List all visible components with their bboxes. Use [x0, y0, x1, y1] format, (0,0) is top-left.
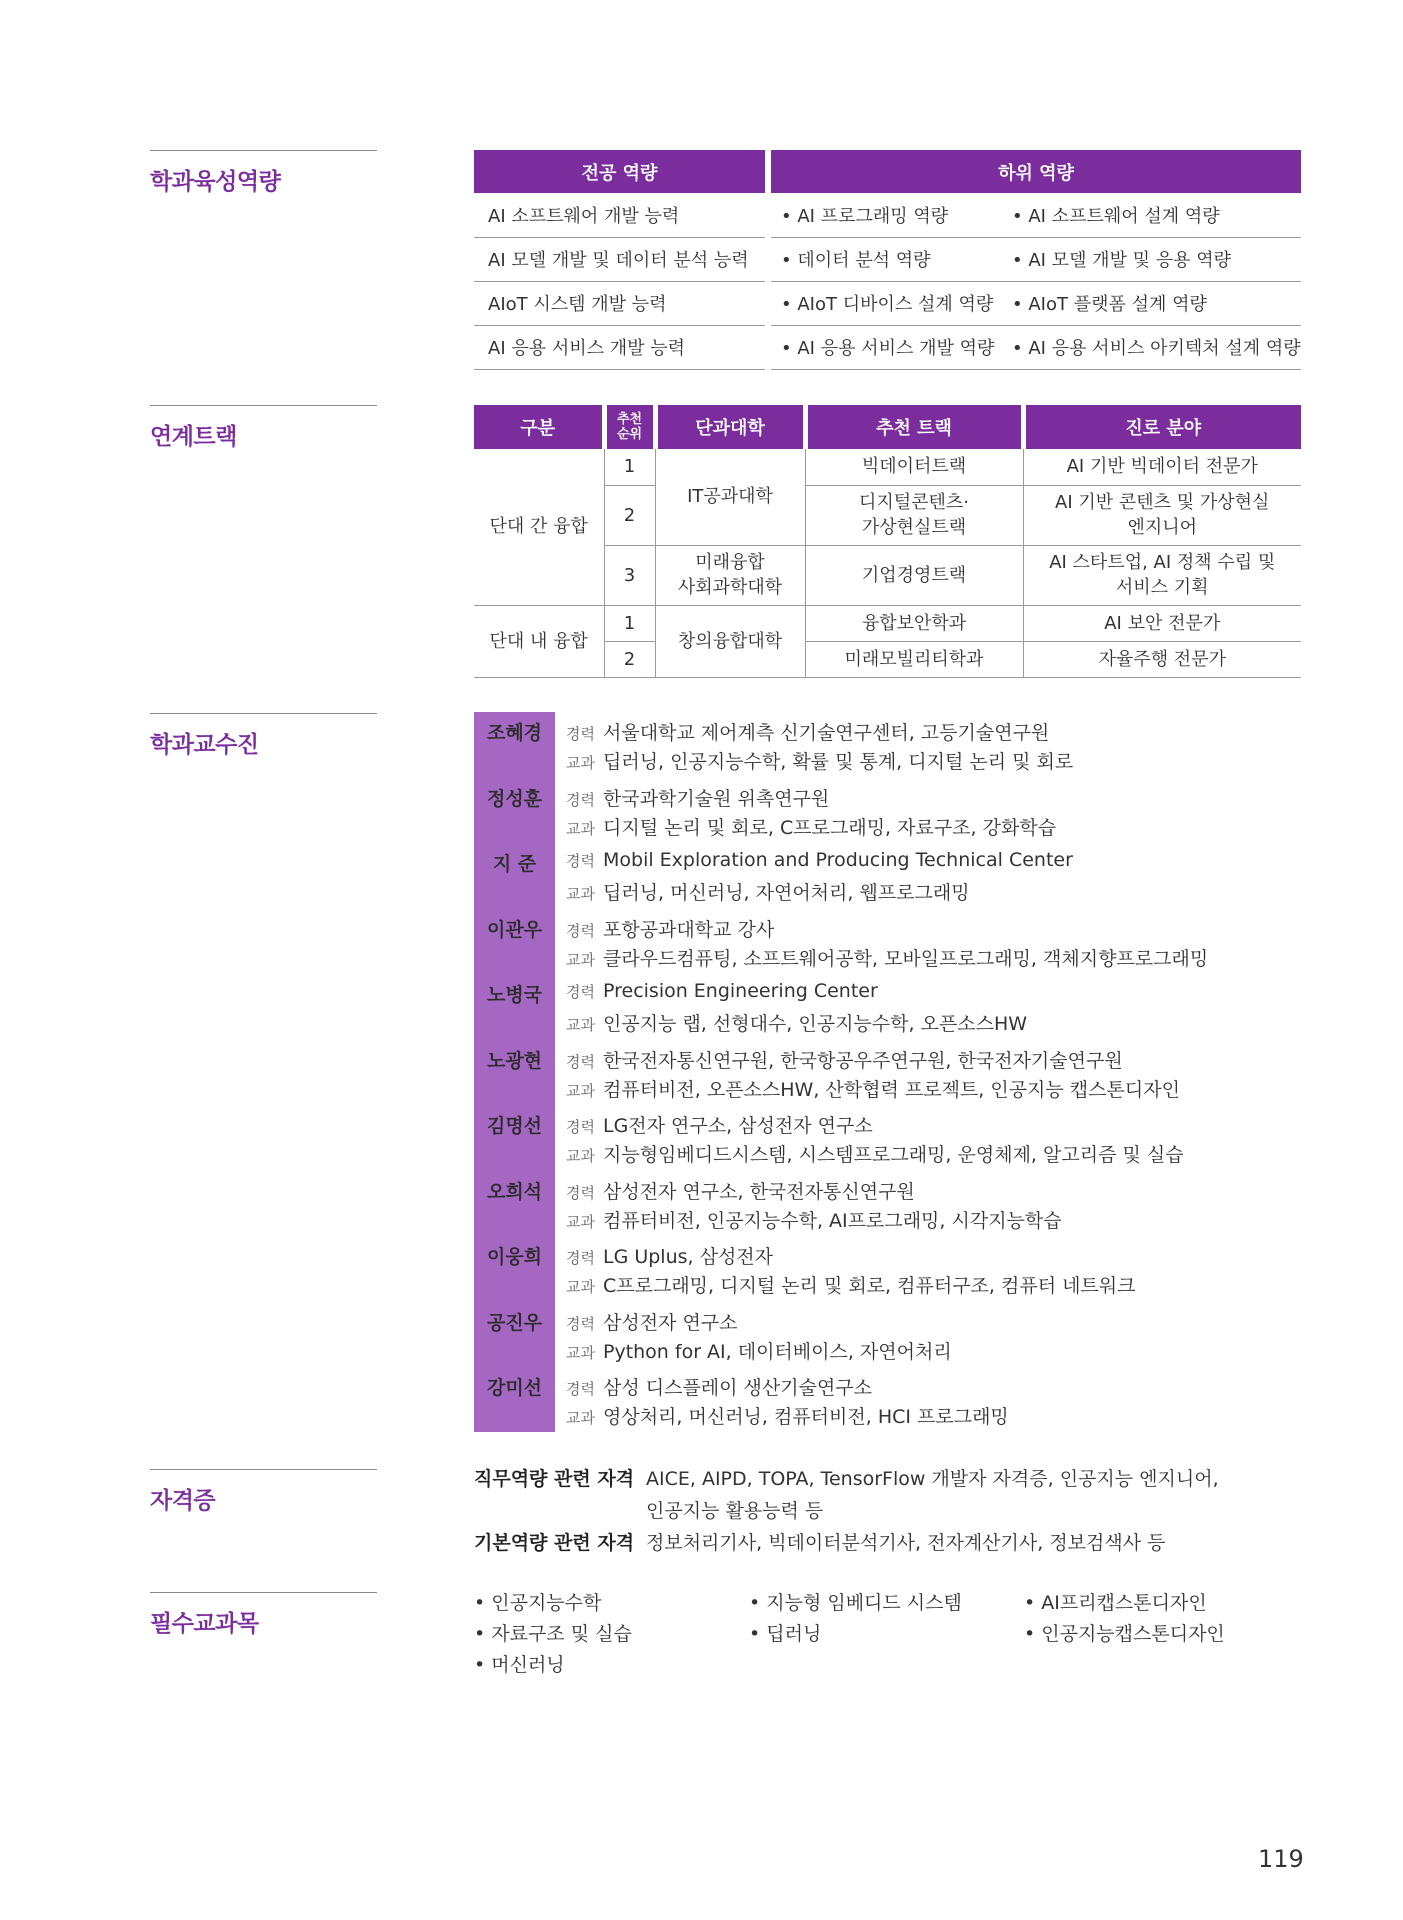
header-career: 진로 분야 [1023, 405, 1301, 449]
faculty-courses-tag: 교과 [566, 1147, 595, 1165]
faculty-career-line [566, 1373, 872, 1400]
faculty-career-tag: 경력 [566, 921, 595, 940]
faculty-name: 이관우 [486, 918, 543, 941]
faculty-career-text: 한국전자통신연구원, 한국항공우주연구원, 한국전자기술연구원 [602, 1049, 1123, 1072]
faculty-courses-line [566, 813, 1056, 840]
rank-cell: 2 [604, 485, 655, 545]
faculty-career-line [566, 1242, 773, 1269]
rank-cell: 3 [604, 545, 655, 605]
faculty-row [474, 714, 1301, 774]
faculty-courses-text: 영상처리, 머신러닝, 컴퓨터비전, HCI 프로그래밍 [602, 1406, 1009, 1428]
table-row [474, 237, 1301, 281]
faculty-courses-line [566, 1402, 1009, 1429]
faculty-name: 정성훈 [486, 787, 543, 810]
table-row [474, 605, 1301, 641]
college-line1: 미래융합 [695, 552, 765, 573]
career-cell [1023, 545, 1301, 605]
faculty-courses-text: 딥러닝, 인공지능수학, 확률 및 통계, 디지털 논리 및 회로 [602, 751, 1074, 773]
faculty-career-text: LG Uplus, 삼성전자 [602, 1246, 774, 1268]
faculty-courses-line [566, 1206, 1062, 1233]
rank-cell: 1 [604, 605, 655, 641]
career-cell [1023, 485, 1301, 545]
sub-competency: • 데이터 분석 역량 [768, 237, 1008, 281]
section-label-faculty: 학과교수진 [150, 713, 377, 759]
faculty-career-line [566, 718, 1049, 745]
faculty-career-line [566, 849, 1073, 871]
faculty-courses-tag: 교과 [566, 1016, 595, 1034]
college-cell: IT공과대학 [655, 449, 805, 545]
faculty-name: 강미선 [486, 1377, 543, 1399]
faculty-career-text: 삼성전자 연구소, 한국전자통신연구원 [602, 1180, 915, 1203]
faculty-row [474, 1369, 1301, 1429]
faculty-name: 지 준 [492, 853, 537, 875]
category-cell: 단대 내 융합 [474, 605, 604, 677]
faculty-career-text: 삼성 디스플레이 생산기술연구소 [602, 1377, 873, 1399]
faculty-courses-line [566, 1271, 1136, 1298]
faculty-courses-line [566, 878, 970, 905]
faculty-career-tag: 경력 [566, 852, 595, 870]
faculty-courses-tag: 교과 [566, 1409, 595, 1427]
track-line2: 가상현실트랙 [861, 517, 967, 538]
faculty-career-line [566, 1111, 873, 1138]
job-cert-label: 직무역량 관련 자격 [474, 1468, 635, 1490]
faculty-courses-tag: 교과 [566, 1212, 595, 1231]
header-major-competency: 전공 역량 [474, 150, 768, 193]
faculty-row [474, 976, 1301, 1036]
course-item: • 머신러닝 [474, 1654, 565, 1676]
header-category: 구분 [474, 405, 604, 449]
certificate-row [474, 1464, 1334, 1496]
faculty-career-text: 포항공과대학교 강사 [602, 918, 775, 941]
job-cert-value: AICE, AIPD, TOPA, TensorFlow 개발자 자격증, 인공지능 엔지니어, [646, 1468, 1219, 1490]
career-cell: AI 기반 빅데이터 전문가 [1023, 449, 1301, 485]
faculty-courses-line [566, 1075, 1180, 1102]
faculty-courses-text: C프로그래밍, 디지털 논리 및 회로, 컴퓨터구조, 컴퓨터 네트워크 [602, 1275, 1136, 1297]
faculty-row [474, 1042, 1301, 1102]
faculty-courses-tag: 교과 [566, 754, 595, 772]
category-cell: 단대 간 융합 [474, 449, 604, 605]
faculty-row [474, 1304, 1301, 1364]
faculty-courses-text: 컴퓨터비전, 오픈소스HW, 산학협력 프로젝트, 인공지능 캡스톤디자인 [602, 1078, 1180, 1101]
sub-competency: • AI 소프트웨어 설계 역량 [1008, 193, 1301, 237]
faculty-career-text: LG전자 연구소, 삼성전자 연구소 [602, 1115, 873, 1137]
faculty-courses-text: 클라우드컴퓨팅, 소프트웨어공학, 모바일프로그래밍, 객체지향프로그래밍 [602, 947, 1209, 970]
table-row [474, 281, 1301, 325]
track-cell: 기업경영트랙 [805, 545, 1023, 605]
faculty-courses-line [566, 1337, 952, 1364]
course-item: • 인공지능캡스톤디자인 [1024, 1623, 1225, 1645]
faculty-row [474, 845, 1301, 905]
faculty-courses-text: 디지털 논리 및 회로, C프로그래밍, 자료구조, 강화학습 [602, 816, 1057, 839]
track-cell: 빅데이터트랙 [805, 449, 1023, 485]
faculty-row [474, 780, 1301, 840]
certificate-list [474, 1464, 1334, 1560]
faculty-career-text: 서울대학교 제어계측 신기술연구센터, 고등기술연구원 [602, 722, 1050, 744]
faculty-name: 오희석 [486, 1180, 543, 1203]
basic-cert-label: 기본역량 관련 자격 [474, 1532, 635, 1554]
faculty-courses-tag: 교과 [566, 1081, 595, 1100]
basic-cert-value: 정보처리기사, 빅데이터분석기사, 전자계산기사, 정보검색사 등 [646, 1532, 1166, 1554]
faculty-career-tag: 경력 [566, 1249, 595, 1267]
faculty-row [474, 1107, 1301, 1167]
certificate-row [474, 1528, 1334, 1560]
faculty-name: 공진우 [486, 1311, 543, 1334]
faculty-name: 이웅희 [486, 1246, 543, 1268]
course-item: • 자료구조 및 실습 [474, 1623, 632, 1645]
career-line2: 서비스 기획 [1115, 577, 1209, 598]
track-cell: 미래모빌리티학과 [805, 641, 1023, 677]
faculty-career-tag: 경력 [566, 1380, 595, 1398]
page-number: 119 [1258, 1845, 1304, 1873]
major-competency: AI 응용 서비스 개발 능력 [474, 325, 768, 369]
faculty-career-text: Mobil Exploration and Producing Technical Center [602, 849, 1073, 871]
job-cert-value-cont: 인공지능 활용능력 등 [646, 1500, 824, 1522]
faculty-career-tag: 경력 [566, 1314, 595, 1333]
faculty-courses-text: 인공지능 랩, 선형대수, 인공지능수학, 오픈소스HW [602, 1013, 1028, 1035]
competency-table-wrapper [474, 150, 1301, 370]
sub-competency: • AI 응용 서비스 아키텍처 설계 역량 [1008, 325, 1301, 369]
sub-competency: • AIoT 플랫폼 설계 역량 [1008, 281, 1301, 325]
faculty-career-text: 삼성전자 연구소 [602, 1311, 738, 1334]
track-line1: 디지털콘텐츠· [858, 492, 970, 513]
sub-competency: • AI 응용 서비스 개발 역량 [768, 325, 1008, 369]
table-row [474, 449, 1301, 485]
faculty-name: 김명선 [486, 1115, 543, 1137]
faculty-name: 노병국 [486, 984, 543, 1006]
faculty-career-text: Precision Engineering Center [602, 980, 878, 1002]
faculty-row [474, 911, 1301, 971]
section-label-certificate: 자격증 [150, 1469, 377, 1515]
section-label-competency: 학과육성역량 [150, 150, 377, 196]
certificate-row [474, 1496, 1334, 1528]
faculty-career-tag: 경력 [566, 790, 595, 809]
faculty-courses-line [566, 944, 1208, 971]
competency-table [474, 150, 1301, 370]
faculty-career-line [566, 1046, 1123, 1073]
faculty-career-tag: 경력 [566, 1118, 595, 1136]
header-track: 추천 트랙 [805, 405, 1023, 449]
header-rank-line2: 순위 [616, 427, 643, 442]
faculty-career-text: 한국과학기술원 위촉연구원 [602, 787, 830, 810]
faculty-list [474, 712, 1301, 1432]
table-row [474, 193, 1301, 237]
faculty-career-tag: 경력 [566, 1183, 595, 1202]
faculty-courses-tag: 교과 [566, 819, 595, 838]
header-sub-competency: 하위 역량 [768, 150, 1301, 193]
faculty-courses-text: 컴퓨터비전, 인공지능수학, AI프로그래밍, 시각지능학습 [602, 1209, 1062, 1232]
sub-competency: • AI 모델 개발 및 응용 역량 [1008, 237, 1301, 281]
faculty-courses-line [566, 1009, 1027, 1036]
faculty-career-line [566, 784, 829, 811]
major-competency: AI 소프트웨어 개발 능력 [474, 193, 768, 237]
career-line2: 엔지니어 [1127, 517, 1198, 538]
track-cell [805, 485, 1023, 545]
rank-cell: 2 [604, 641, 655, 677]
faculty-courses-line [566, 747, 1073, 774]
faculty-courses-tag: 교과 [566, 885, 595, 903]
faculty-career-tag: 경력 [566, 725, 595, 743]
college-cell: 창의융합대학 [655, 605, 805, 677]
faculty-courses-tag: 교과 [566, 950, 595, 969]
major-competency: AIoT 시스템 개발 능력 [474, 281, 768, 325]
faculty-career-tag: 경력 [566, 1052, 595, 1071]
course-item: • 인공지능수학 [474, 1592, 602, 1614]
track-cell: 융합보안학과 [805, 605, 1023, 641]
faculty-courses-line [566, 1140, 1184, 1167]
college-line2: 사회과학대학 [677, 577, 783, 598]
header-rank [604, 405, 655, 449]
faculty-name: 노광현 [486, 1049, 543, 1072]
faculty-courses-tag: 교과 [566, 1278, 595, 1296]
faculty-career-line [566, 1308, 738, 1335]
faculty-career-line [566, 1177, 915, 1204]
sub-competency: • AIoT 디바이스 설계 역량 [768, 281, 1008, 325]
college-cell [655, 545, 805, 605]
header-rank-line1: 추천 [616, 412, 643, 427]
career-cell: AI 보안 전문가 [1023, 605, 1301, 641]
faculty-row [474, 1238, 1301, 1298]
faculty-career-tag: 경력 [566, 983, 595, 1001]
career-line1: AI 기반 콘텐츠 및 가상현실 [1055, 492, 1270, 513]
faculty-courses-text: 지능형임베디드시스템, 시스템프로그래밍, 운영체제, 알고리즘 및 실습 [602, 1144, 1184, 1166]
course-item: • AI프리캡스톤디자인 [1024, 1592, 1207, 1614]
table-row [474, 325, 1301, 369]
track-table-wrapper [474, 405, 1301, 678]
career-line1: AI 스타트업, AI 정책 수립 및 [1049, 552, 1276, 573]
faculty-courses-text: 딥러닝, 머신러닝, 자연어처리, 웹프로그래밍 [602, 882, 970, 904]
faculty-row [474, 1173, 1301, 1233]
career-cell: 자율주행 전문가 [1023, 641, 1301, 677]
major-competency: AI 모델 개발 및 데이터 분석 능력 [474, 237, 768, 281]
header-college: 단과대학 [655, 405, 805, 449]
faculty-career-line [566, 915, 774, 942]
sub-competency: • AI 프로그래밍 역량 [768, 193, 1008, 237]
track-table [474, 405, 1301, 678]
course-item: • 지능형 임베디드 시스템 [749, 1592, 962, 1614]
section-label-required: 필수교과목 [150, 1592, 377, 1638]
faculty-name: 조혜경 [486, 722, 543, 744]
course-item: • 딥러닝 [749, 1623, 822, 1645]
faculty-courses-tag: 교과 [566, 1343, 595, 1362]
section-label-track: 연계트랙 [150, 405, 377, 451]
faculty-career-line [566, 980, 878, 1002]
rank-cell: 1 [604, 449, 655, 485]
faculty-courses-text: Python for AI, 데이터베이스, 자연어처리 [602, 1340, 952, 1363]
